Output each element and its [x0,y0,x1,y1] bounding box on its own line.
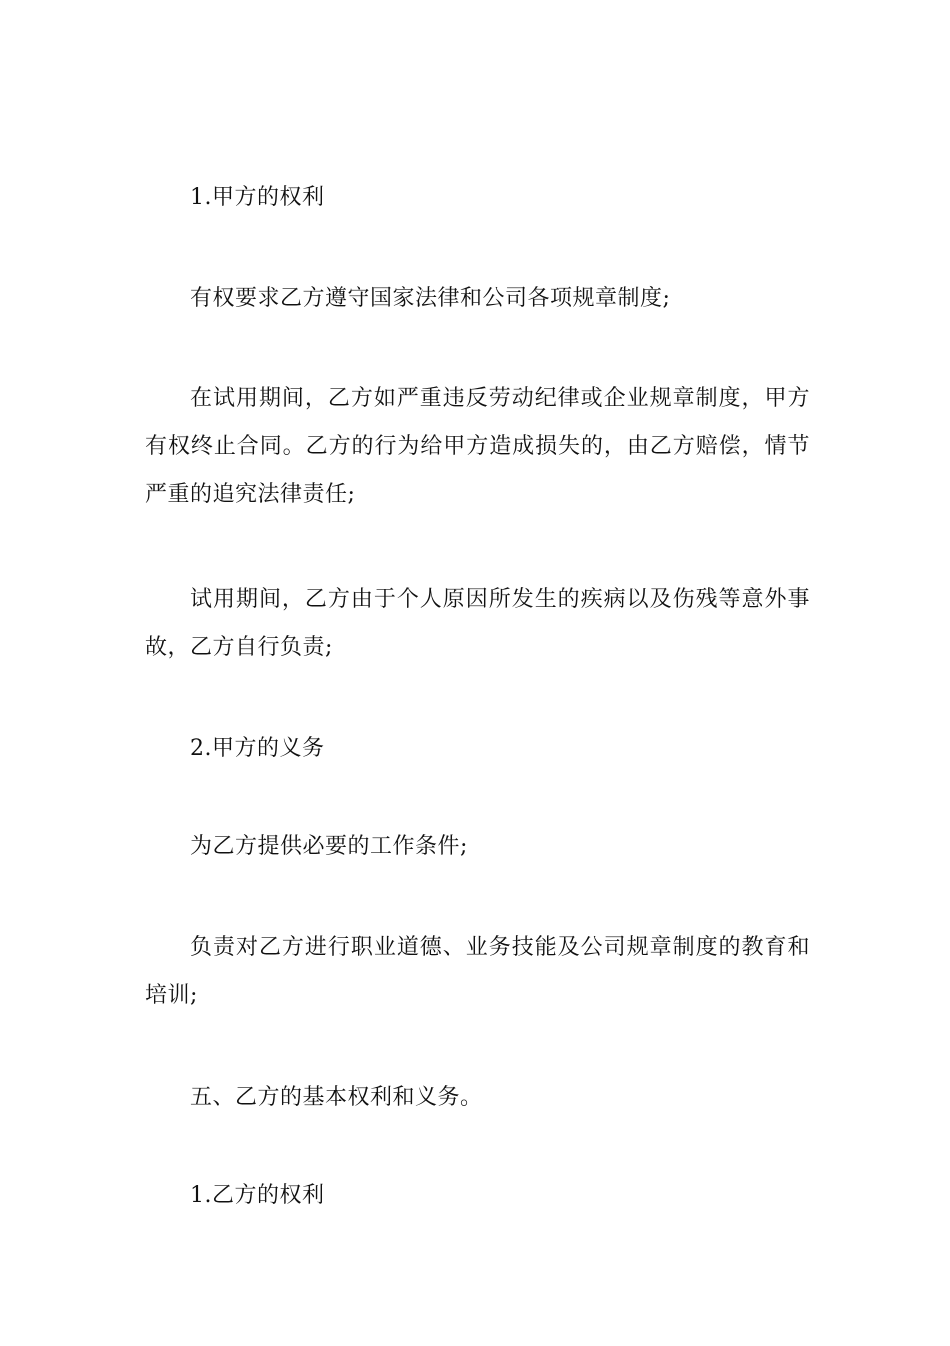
clause-probation-illness: 试用期间，乙方由于个人原因所发生的疾病以及伤残等意外事故，乙方自行负责; [145,587,810,660]
chapter-heading-party-b-rights-obligations: 五、乙方的基本权利和义务。 [190,1085,483,1110]
clause-training: 负责对乙方进行职业道德、业务技能及公司规章制度的教育和培训; [145,935,810,1008]
clause-comply-laws: 有权要求乙方遵守国家法律和公司各项规章制度; [190,286,671,311]
section-heading-party-a-rights: 1.甲方的权利 [190,185,325,210]
clause-probation-termination: 在试用期间，乙方如严重违反劳动纪律或企业规章制度，甲方有权终止合同。乙方的行为给甲方造成损失的，由乙方赔偿，情节严重的追究法律责任; [145,386,810,507]
section-heading-party-b-rights: 1.乙方的权利 [190,1183,325,1208]
section-heading-party-a-obligations: 2.甲方的义务 [190,736,325,761]
clause-work-conditions: 为乙方提供必要的工作条件; [190,834,468,859]
